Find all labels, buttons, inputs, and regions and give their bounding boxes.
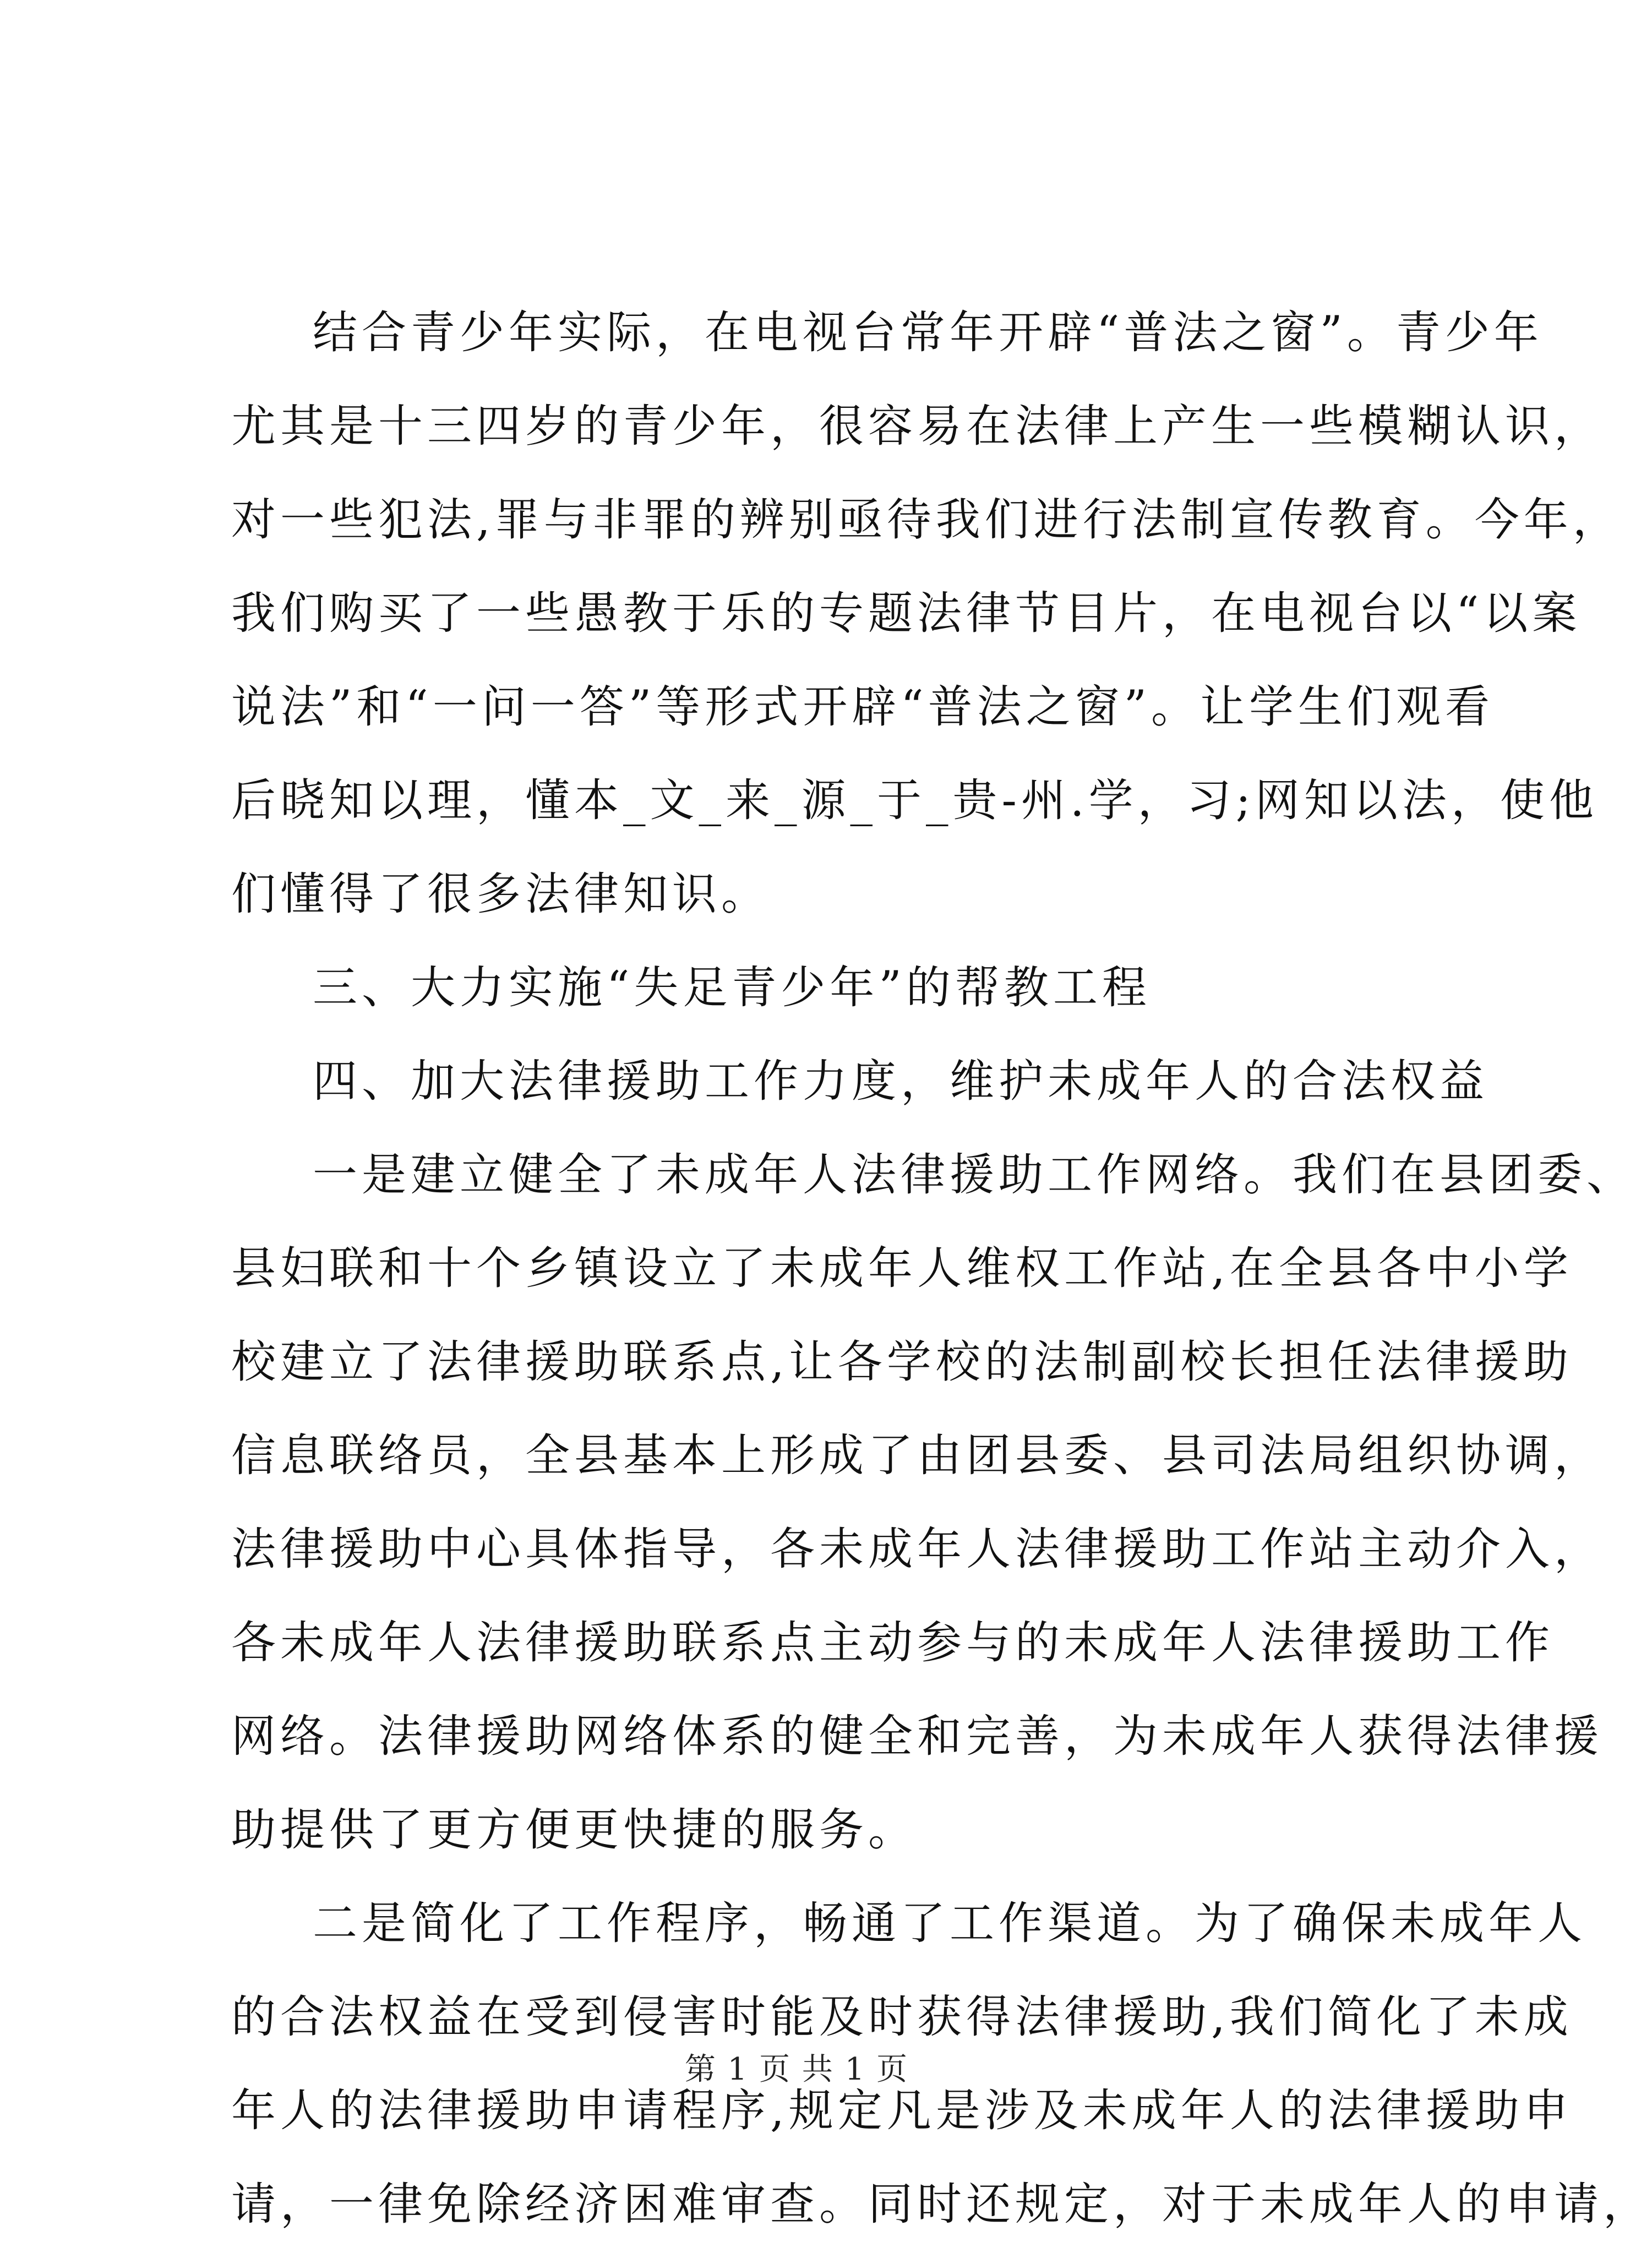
text-line: 的合法权益在受到侵害时能及时获得法律援助,我们简化了未成 [231, 1992, 1573, 2043]
text-line: 各未成年人法律援助联系点主动参与的未成年人法律援助工作 [231, 1617, 1555, 1669]
text-line: 对一些犯法,罪与非罪的辨别亟待我们进行法制宣传教育。今年， [231, 494, 1622, 546]
section-heading: 四、加大法律援助工作力度，维护未成年人的合法权益 [313, 1056, 1489, 1108]
text-line: 尤其是十三四岁的青少年，很容易在法律上产生一些模糊认识， [231, 401, 1604, 452]
text-line: 法律援助中心具体指导，各未成年人法律援助工作站主动介入， [231, 1524, 1604, 1575]
text-line: 我们购买了一些愚教于乐的专题法律节目片，在电视台以“以案 [231, 588, 1582, 640]
text-line: 二是简化了工作程序，畅通了工作渠道。为了确保未成年人 [313, 1898, 1587, 1950]
text-line: 结合青少年实际，在电视台常年开辟“普法之窗”。青少年 [313, 307, 1543, 359]
text-line: 后晓知以理，懂本_文_来_源_于_贵-州.学，习;网知以法，使他 [231, 775, 1598, 827]
text-line: 们懂得了很多法律知识。 [231, 869, 771, 920]
page-number-footer: 第 1 页 共 1 页 [684, 2052, 909, 2087]
text-line: 县妇联和十个乡镇设立了未成年人维权工作站,在全县各中小学 [231, 1243, 1573, 1295]
text-line: 网络。法律援助网络体系的健全和完善，为未成年人获得法律援 [231, 1711, 1604, 1763]
text-line: 信息联络员，全县基本上形成了由团县委、县司法局组织协调， [231, 1430, 1604, 1482]
text-line: 助提供了更方便更快捷的服务。 [231, 1804, 918, 1856]
text-line: 说法”和“一问一答”等形式开辟“普法之窗”。让学生们观看 [231, 681, 1495, 733]
text-line: 请，一律免除经济困难审查。同时还规定，对于未成年人的申请， [231, 2179, 1652, 2230]
document-body [231, 286, 1652, 2251]
section-heading: 三、大力实施“失足青少年”的帮教工程 [313, 962, 1151, 1014]
text-line: 校建立了法律援助联系点,让各学校的法制副校长担任法律援助 [231, 1336, 1573, 1388]
text-line: 年人的法律援助申请程序,规定凡是涉及未成年人的法律援助申 [231, 2085, 1573, 2137]
text-line: 一是建立健全了未成年人法律援助工作网络。我们在县团委、 [313, 1149, 1636, 1201]
